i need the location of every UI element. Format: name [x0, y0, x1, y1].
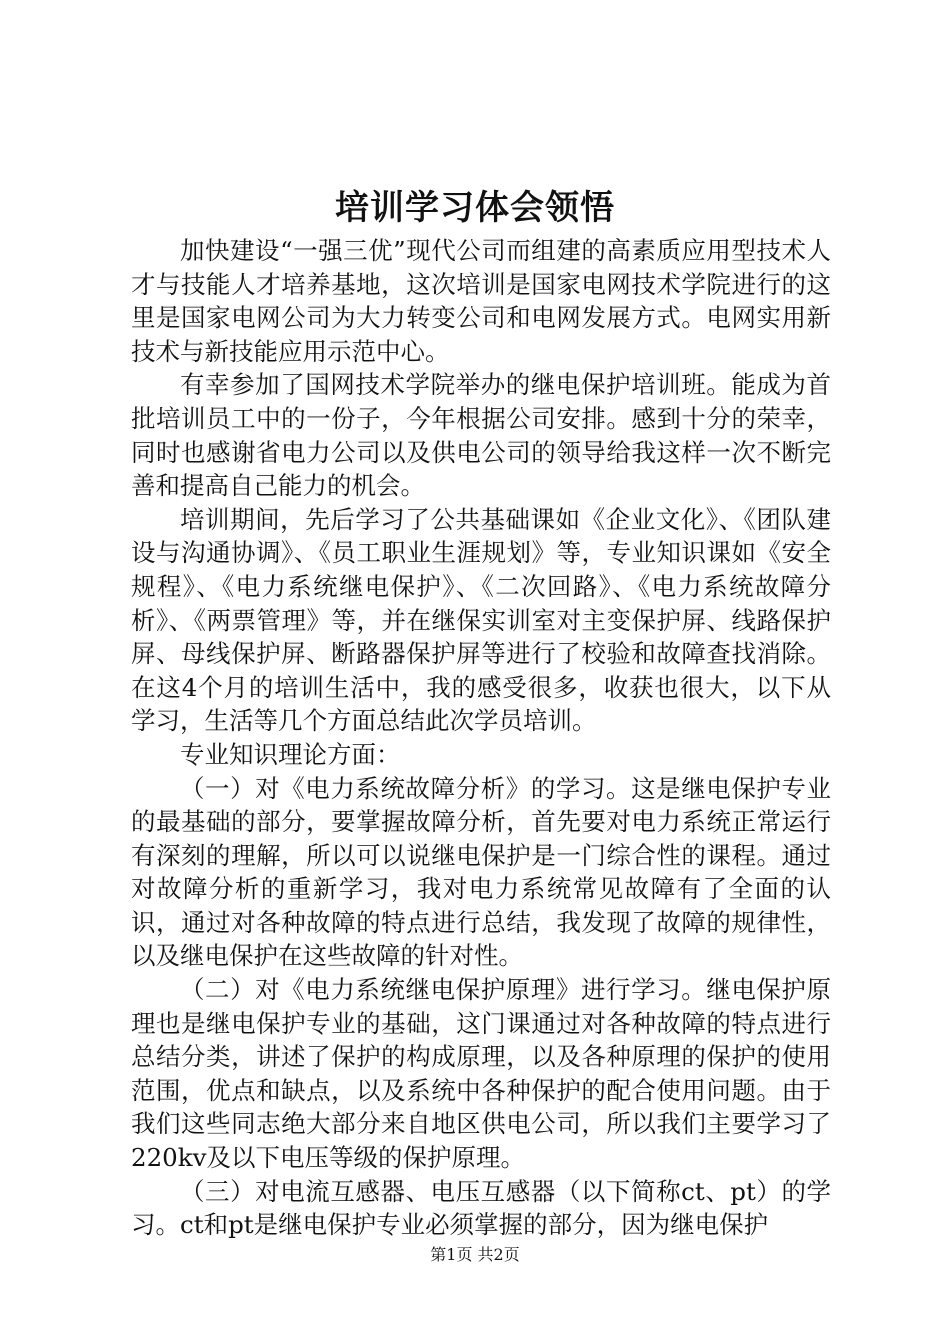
paragraph-intro: 加快建设“一强三优”现代公司而组建的高素质应用型技术人才与技能人才培养基地，这次培训是国家电网技术学院进行的这里是国家电网公司为大力转变公司和电网发展方式。电网实用新技术与新技能应用示范中心。 — [131, 236, 831, 366]
page-number-footer: 第1页 共2页 — [430, 1245, 520, 1264]
paragraph-item-3: （三）对电流互感器、电压互感器（以下简称ct、pt）的学习。ct和pt是继电保护专业必须掌握的部分，因为继电保护 — [131, 1176, 831, 1240]
paragraph-item-2: （二）对《电力系统继电保护原理》进行学习。继电保护原理也是继电保护专业的基础，这门课通过对各种故障的特点进行总结分类，讲述了保护的构成原理，以及各种原理的保护的使用范围，优点和缺点，以及系统中各种保护的配合使用问题。由于我们这些同志绝大部分来自地区供电公司，所以我们主要学习了220kv及以下电压等级的保护原理。 — [131, 975, 831, 1173]
paragraph-training-period: 培训期间，先后学习了公共基础课如《企业文化》、《团队建设与沟通协调》、《员工职业生涯规划》等，专业知识课如《安全规程》、《电力系统继电保护》、《二次回路》、《电力系统故障分析》、《两票管理》等，并在继保实训室对主变保护屏、线路保护屏、母线保护屏、断路器保护屏等进行了校验和故障查找消除。在这4个月的培训生活中，我的感受很多，收获也很大，以下从学习，生活等几个方面总结此次学员培训。 — [131, 504, 831, 736]
paragraph-section-heading: 专业知识理论方面： — [180, 739, 401, 769]
paragraph-participation: 有幸参加了国网技术学院举办的继电保护培训班。能成为首批培训员工中的一份子，今年根据公司安排。感到十分的荣幸，同时也感谢省电力公司以及供电公司的领导给我这样一次不断完善和提高自己能力的机会。 — [131, 370, 831, 501]
document-body — [131, 234, 831, 1242]
document-title: 培训学习体会领悟 — [335, 188, 615, 228]
paragraph-item-1: （一）对《电力系统故障分析》的学习。这是继电保护专业的最基础的部分，要掌握故障分析，首先要对电力系统正常运行有深刻的理解，所以可以说继电保护是一门综合性的课程。通过对故障分析的重新学习，我对电力系统常见故障有了全面的认识，通过对各种故障的特点进行总结，我发现了故障的规律性，以及继电保护在这些故障的针对性。 — [131, 773, 831, 971]
